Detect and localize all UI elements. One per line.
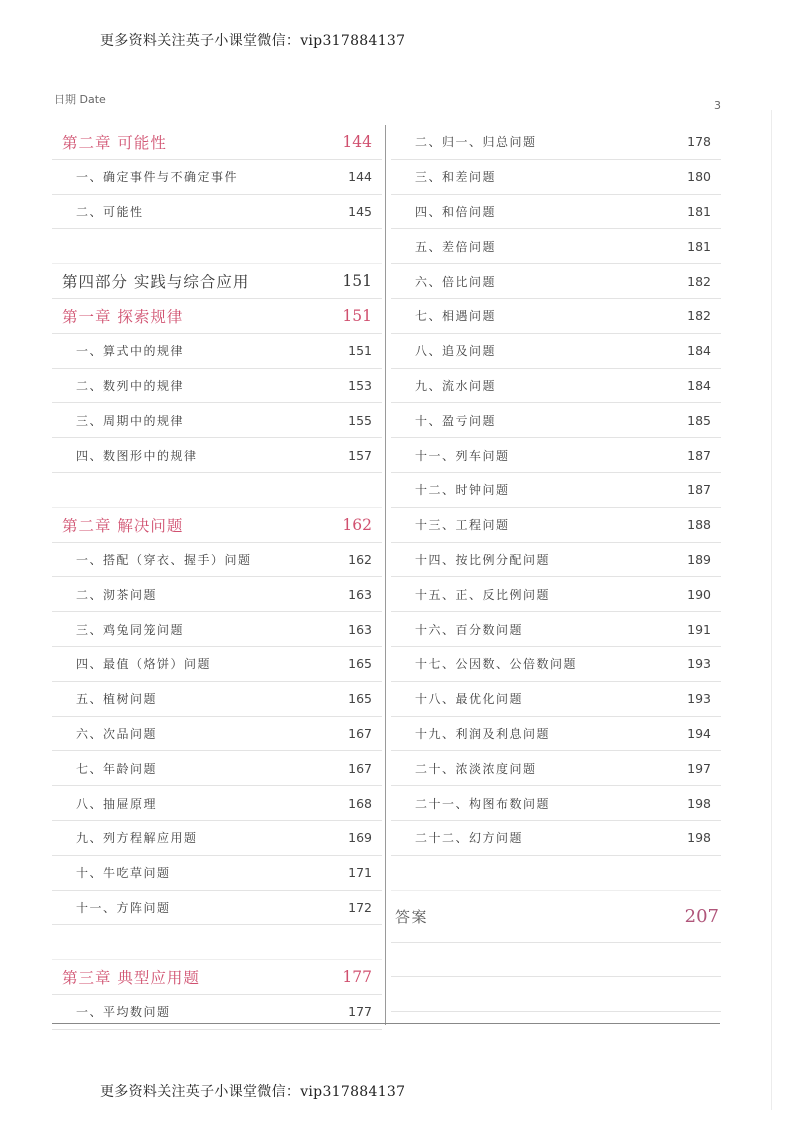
entry-title: 三、周期中的规律 [76,413,185,428]
toc-entry-section[interactable] [391,717,721,752]
entry-title: 一、平均数问题 [76,1005,171,1020]
entry-title: 二十二、幻方问题 [415,831,524,846]
entry-title: 二、数列中的规律 [76,378,185,393]
toc-entry-section[interactable] [52,577,382,612]
entry-title: 十四、按比例分配问题 [415,552,551,567]
entry-page: 198 [687,795,711,811]
toc-entry-section[interactable] [52,543,382,578]
entry-page: 194 [687,725,711,741]
entry-title: 九、流水问题 [415,378,497,393]
toc-entry-section[interactable] [52,403,382,438]
entry-title: 二、沏茶问题 [76,587,158,602]
entry-page: 145 [348,203,372,219]
toc-entry-section[interactable] [52,334,382,369]
bottom-rule [52,1023,720,1024]
toc-entry-section[interactable] [52,717,382,752]
entry-page: 198 [687,830,711,846]
entry-title: 第二章 解决问题 [62,516,184,535]
entry-page: 171 [348,865,372,881]
toc-entry-section[interactable] [391,125,721,160]
entry-page: 157 [348,447,372,463]
toc-entry-section[interactable] [391,403,721,438]
entry-title: 第二章 可能性 [62,133,167,152]
toc-entry-section[interactable] [391,369,721,404]
toc-entry-section[interactable] [52,856,382,891]
toc-entry-section[interactable] [391,543,721,578]
entry-page: 182 [687,308,711,324]
entry-title: 十、牛吃草问题 [76,866,171,881]
entry-title: 第三章 典型应用题 [62,969,200,988]
entry-page: 193 [687,691,711,707]
entry-title: 四、数图形中的规律 [76,448,198,463]
entry-title: 第四部分 实践与综合应用 [62,273,250,292]
entry-title: 十五、正、反比例问题 [415,587,551,602]
entry-page: 197 [687,760,711,776]
entry-page: 151 [348,343,372,359]
entry-title: 十七、公因数、公倍数问题 [415,657,578,672]
toc-entry-section[interactable] [52,195,382,230]
entry-page: 180 [687,169,711,185]
entry-title: 七、相遇问题 [415,309,497,324]
entry-title: 五、差倍问题 [415,239,497,254]
toc-entry-section[interactable] [391,612,721,647]
page-number: 3 [714,99,721,112]
entry-title: 十九、利润及利息问题 [415,726,551,741]
entry-title: 二、可能性 [76,204,144,219]
entry-title: 九、列方程解应用题 [76,831,198,846]
entry-title: 四、和倍问题 [415,204,497,219]
toc-entry-section[interactable] [391,229,721,264]
toc-entry-section[interactable] [52,751,382,786]
watermark-top: 更多资料关注英子小课堂微信：vip317884137 [100,33,406,49]
toc-entry-chapter[interactable] [52,508,382,543]
toc-entry-section[interactable] [391,473,721,508]
toc-entry-section[interactable] [391,751,721,786]
entry-title: 三、鸡兔同笼问题 [76,622,185,637]
ruled-line [391,977,721,1012]
toc-entry-section[interactable] [391,508,721,543]
entry-title: 第一章 探索规律 [62,307,184,326]
entry-page: 167 [348,725,372,741]
blank-row [391,856,721,891]
entry-page: 151 [342,272,372,291]
entry-page: 177 [348,1004,372,1020]
entry-page: 191 [687,621,711,637]
entry-title: 七、年龄问题 [76,761,158,776]
column-divider [385,125,386,1025]
entry-page: 153 [348,377,372,393]
entry-page: 184 [687,377,711,393]
entry-page: 165 [348,691,372,707]
entry-title: 十、盈亏问题 [415,413,497,428]
toc-entry-section[interactable] [391,577,721,612]
toc-entry-chapter[interactable] [52,960,382,995]
toc-entry-section[interactable] [391,682,721,717]
toc-entry-section[interactable] [52,369,382,404]
entry-title: 五、植树问题 [76,692,158,707]
entry-page: 177 [342,968,372,987]
entry-title: 六、次品问题 [76,726,158,741]
entry-page: 163 [348,621,372,637]
entry-title: 答案 [395,907,429,926]
entry-title: 一、算式中的规律 [76,344,185,359]
entry-page: 167 [348,760,372,776]
toc-entry-section[interactable] [52,891,382,926]
entry-page: 193 [687,656,711,672]
entry-page: 181 [687,203,711,219]
toc-entry-section[interactable] [391,160,721,195]
toc-entry-section[interactable] [52,821,382,856]
entry-page: 178 [687,134,711,150]
entry-title: 一、确定事件与不确定事件 [76,170,239,185]
entry-title: 十二、时钟问题 [415,483,510,498]
entry-title: 十一、方阵问题 [76,900,171,915]
toc-entry-section[interactable] [391,334,721,369]
toc-entry-section[interactable] [391,647,721,682]
entry-title: 二十一、构图布数问题 [415,796,551,811]
toc-entry-chapter[interactable] [52,299,382,334]
toc-right-column [391,125,721,1012]
entry-page: 144 [342,132,372,151]
entry-title: 十六、百分数问题 [415,622,524,637]
entry-title: 八、追及问题 [415,344,497,359]
blank-row [52,925,382,960]
toc-entry-section[interactable] [391,299,721,334]
entry-page: 144 [348,169,372,185]
page-edge [771,110,772,1110]
toc-entry-section[interactable] [52,786,382,821]
entry-title: 十八、最优化问题 [415,692,524,707]
entry-title: 十一、列车问题 [415,448,510,463]
toc-entry-chapter[interactable] [52,125,382,160]
toc-entry-section[interactable] [52,612,382,647]
toc-entry-section[interactable] [391,195,721,230]
entry-page: 155 [348,412,372,428]
entry-page: 169 [348,830,372,846]
entry-page: 184 [687,343,711,359]
entry-page: 187 [687,482,711,498]
entry-page: 151 [342,306,372,325]
entry-page: 181 [687,238,711,254]
entry-page: 172 [348,899,372,915]
entry-title: 二十、浓淡浓度问题 [415,761,537,776]
entry-page: 168 [348,795,372,811]
toc-entry-section[interactable] [52,160,382,195]
toc-left-column [52,125,382,1030]
entry-title: 一、搭配（穿衣、握手）问题 [76,552,252,567]
entry-page: 182 [687,273,711,289]
entry-page: 190 [687,586,711,602]
blank-row [52,229,382,264]
entry-title: 六、倍比问题 [415,274,497,289]
date-label: 日期 Date [54,93,106,106]
toc-entry-part[interactable] [52,264,382,299]
entry-title: 四、最值（烙饼）问题 [76,657,212,672]
watermark-bottom: 更多资料关注英子小课堂微信：vip317884137 [100,1084,406,1100]
entry-page: 163 [348,586,372,602]
entry-page: 187 [687,447,711,463]
entry-page: 185 [687,412,711,428]
toc-entry-section[interactable] [52,682,382,717]
entry-title: 八、抽屉原理 [76,796,158,811]
toc-entry-section[interactable] [391,438,721,473]
entry-page: 188 [687,517,711,533]
entry-title: 十三、工程问题 [415,518,510,533]
entry-page: 162 [342,515,372,534]
toc-entry-section[interactable] [52,438,382,473]
entry-page: 162 [348,551,372,567]
toc-entry-answer[interactable] [391,891,721,943]
entry-page: 189 [687,551,711,567]
entry-title: 三、和差问题 [415,170,497,185]
entry-page: 207 [684,905,719,927]
entry-title: 二、归一、归总问题 [415,135,537,150]
toc-entry-section[interactable] [391,264,721,299]
toc-entry-section[interactable] [52,995,382,1030]
toc-entry-section[interactable] [391,786,721,821]
toc-entry-section[interactable] [52,647,382,682]
blank-row [52,473,382,508]
toc-entry-section[interactable] [391,821,721,856]
ruled-line [391,943,721,978]
entry-page: 165 [348,656,372,672]
